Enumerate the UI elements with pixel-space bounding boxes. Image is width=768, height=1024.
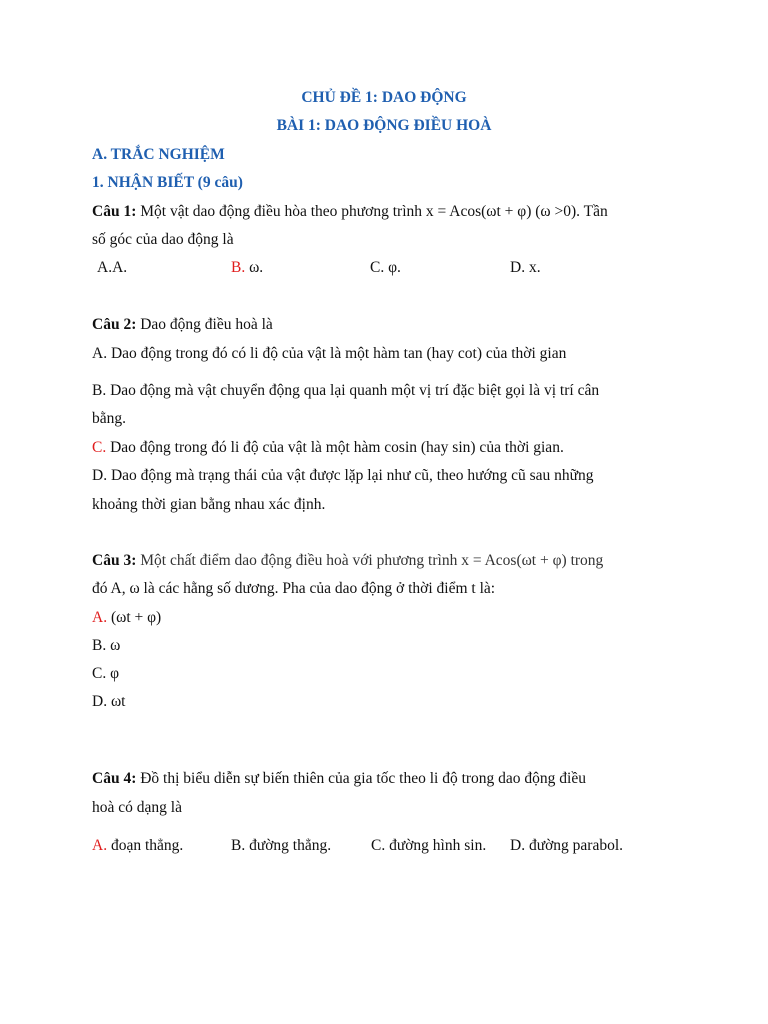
- question-2-option-d-line-1: D. Dao động mà trạng thái của vật được lặp lại như cũ, theo hướng cũ sau những: [92, 467, 594, 484]
- question-4-option-b: B. đường thẳng.: [231, 837, 332, 854]
- question-3-option-a-letter: A.: [92, 609, 108, 626]
- topic-title: CHỦ ĐỀ 1: DAO ĐỘNG: [301, 89, 467, 106]
- question-1-line-1: [92, 202, 608, 222]
- question-1-option-a: A.A.: [97, 259, 128, 276]
- section-heading: A. TRẮC NGHIỆM: [92, 146, 225, 163]
- question-1-option-d: D. x.: [510, 259, 541, 276]
- question-3-option-d: D. ωt: [92, 693, 126, 710]
- question-2-label: Câu 2:: [92, 316, 137, 333]
- question-3-label: Câu 3:: [92, 552, 137, 569]
- question-2-text: Dao động điều hoà là: [136, 316, 273, 333]
- question-2-option-c-letter: C.: [92, 439, 107, 456]
- question-2-option-b-line-1: B. Dao động mà vật chuyển động qua lại quanh một vị trí đặc biệt gọi là vị trí cân: [92, 382, 600, 399]
- question-4-text: Đồ thị biểu diễn sự biến thiên của gia tốc theo li độ trong dao động điều: [136, 770, 586, 787]
- question-2-line: [92, 315, 273, 335]
- question-3-line-2: đó A, ω là các hằng số dương. Pha của dao động ở thời điểm t là:: [92, 580, 496, 597]
- question-1-option-b: B. ω.: [231, 259, 264, 276]
- question-3-text: Một chất điểm dao động điều hoà với phương trình x = Acos(ωt + φ) trong: [136, 552, 604, 569]
- question-2-option-c-text: Dao động trong đó li độ của vật là một hàm cosin (hay sin) của thời gian.: [106, 439, 564, 456]
- question-4-option-a: A. đoạn thẳng.: [92, 837, 184, 854]
- question-1-option-c: C. φ.: [370, 259, 401, 276]
- question-3-option-a: [92, 608, 161, 628]
- question-2-option-c: [92, 438, 564, 458]
- question-4-line-2: hoà có dạng là: [92, 799, 182, 816]
- question-3-option-c: C. φ: [92, 665, 120, 682]
- question-3-option-a-text: (ωt + φ): [107, 609, 162, 626]
- lesson-title: BÀI 1: DAO ĐỘNG ĐIỀU HOÀ: [276, 117, 492, 134]
- question-4-option-c: C. đường hình sin.: [371, 837, 487, 854]
- question-3-option-b: B. ω: [92, 637, 121, 654]
- question-2-option-a: A. Dao động trong đó có li độ của vật là một hàm tan (hay cot) của thời gian: [92, 345, 567, 362]
- question-4-options: [92, 836, 692, 856]
- question-3-line-1: [92, 551, 603, 571]
- question-4-option-d: D. đường parabol.: [510, 837, 624, 854]
- question-4-line-1: [92, 769, 586, 789]
- question-1-label: Câu 1:: [92, 203, 137, 220]
- question-1-line-2: số góc của dao động là: [92, 231, 234, 248]
- question-1-text: Một vật dao động điều hòa theo phương trình x = Acos(ωt + φ) (ω >0). Tần: [136, 203, 608, 220]
- question-4-label: Câu 4:: [92, 770, 137, 787]
- question-2-option-b-line-2: bằng.: [92, 410, 127, 427]
- subsection-heading: 1. NHẬN BIẾT (9 câu): [92, 174, 243, 191]
- question-2-option-d-line-2: khoảng thời gian bằng nhau xác định.: [92, 496, 326, 513]
- question-1-options: [92, 258, 692, 278]
